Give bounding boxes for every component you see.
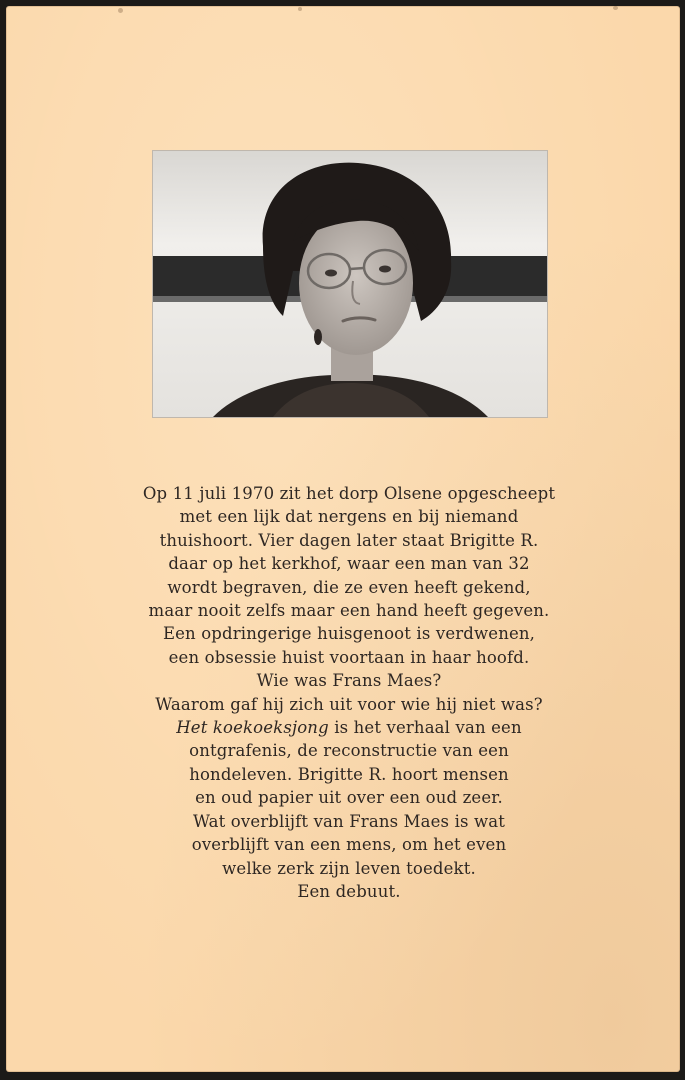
author-photo: [152, 150, 548, 418]
blurb-line: Waarom gaf hij zich uit voor wie hij niet was?: [155, 694, 543, 714]
blurb-line: [46, 716, 652, 739]
paper-speck: [118, 8, 123, 13]
blurb-line: en oud papier uit over een oud zeer.: [195, 788, 503, 808]
blurb-line: ontgrafenis, de reconstructie van een: [189, 741, 509, 761]
blurb-line: thuishoort. Vier dagen later staat Brigitte R.: [159, 530, 539, 550]
blurb-line-rest: is het verhaal van een: [334, 718, 522, 738]
blurb-line: Een debuut.: [297, 881, 401, 901]
blurb-line: hondeleven. Brigitte R. hoort mensen: [189, 764, 509, 784]
book-title: Het koekoeksjong: [176, 718, 329, 738]
blurb-line: daar op het kerkhof, waar een man van 32: [168, 554, 530, 574]
blurb-line: met een lijk dat nergens en bij niemand: [179, 507, 519, 527]
blurb-line: Een opdringerige huisgenoot is verdwenen,: [162, 624, 536, 644]
blurb-line: welke zerk zijn leven toedekt.: [222, 858, 476, 878]
paper-speck: [298, 7, 302, 11]
blurb-line: maar nooit zelfs maar een hand heeft gegeven.: [148, 601, 550, 621]
paper-speck: [613, 6, 618, 10]
blurb-line: Wie was Frans Maes?: [256, 671, 442, 691]
back-cover: [6, 6, 680, 1072]
blurb-line: wordt begraven, die ze even heeft gekend,: [167, 577, 531, 597]
blurb-line: Wat overblijft van Frans Maes is wat: [192, 811, 506, 831]
blurb-line: Op 11 juli 1970 zit het dorp Olsene opgescheept: [142, 484, 556, 503]
blurb-text: [46, 482, 652, 903]
blurb-line: overblijft van een mens, om het even: [191, 835, 507, 855]
blurb-line: een obsessie huist voortaan in haar hoofd.: [168, 647, 530, 667]
